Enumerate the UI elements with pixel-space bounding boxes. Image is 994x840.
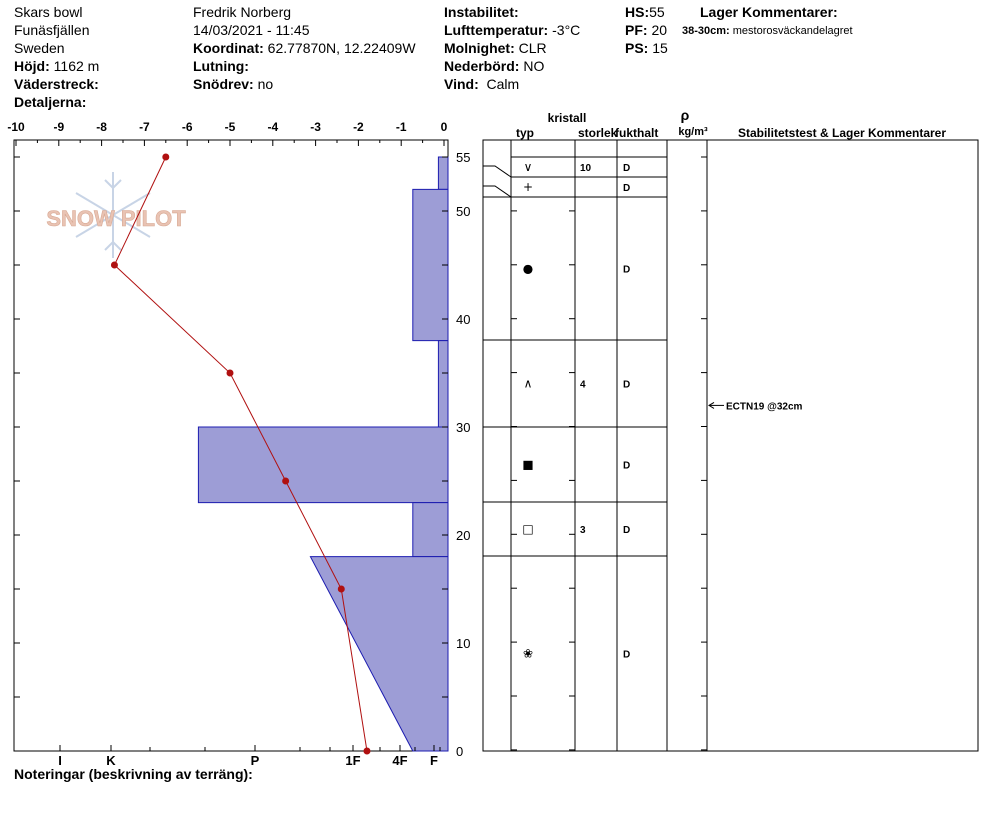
notes-label: Noteringar (beskrivning av terräng): bbox=[14, 766, 253, 782]
layer-connector bbox=[483, 166, 511, 177]
temp-tick-label: -10 bbox=[7, 120, 25, 134]
header-size: storlek bbox=[578, 126, 618, 140]
height-tick-label: 0 bbox=[456, 744, 464, 759]
hardness-bar bbox=[413, 503, 448, 557]
temp-tick-label: -9 bbox=[53, 120, 65, 134]
coordinates: Koordinat: 62.77870N, 12.22409W bbox=[193, 40, 416, 56]
header-density-unit: kg/m³ bbox=[678, 126, 708, 138]
hardness-tick-label: I bbox=[58, 753, 62, 768]
layer-comments-title: Lager Kommentarer: bbox=[700, 4, 838, 20]
layer-table bbox=[483, 140, 978, 751]
layer-grain-type: ❀ bbox=[522, 646, 534, 661]
temperature-point bbox=[363, 748, 370, 755]
observer: Fredrik Norberg bbox=[193, 4, 292, 20]
temperature-point bbox=[227, 370, 234, 377]
layer-grain-type: + bbox=[522, 180, 534, 194]
layer-moisture: D bbox=[623, 525, 631, 536]
layer-grain-type: ∧ bbox=[523, 376, 533, 391]
temperature-point bbox=[162, 154, 169, 161]
layer-comment: 38-30cm: mestorosväckandelagret bbox=[682, 25, 853, 37]
layer-grain-type: ■ bbox=[522, 457, 534, 472]
temp-tick-label: -1 bbox=[395, 120, 407, 134]
sky-cover: Molnighet: CLR bbox=[444, 40, 547, 56]
temp-tick-label: 0 bbox=[440, 120, 448, 134]
instability: Instabilitet: bbox=[444, 4, 519, 20]
precipitation: Nederbörd: NO bbox=[444, 58, 545, 74]
location: Skars bowl bbox=[14, 4, 83, 20]
height-tick-label: 10 bbox=[456, 636, 471, 651]
ps: PS: 15 bbox=[625, 40, 668, 56]
snow-drift: Snödrev: no bbox=[193, 76, 274, 92]
layer-grain-size: 10 bbox=[580, 163, 592, 174]
layer-moisture: D bbox=[623, 183, 631, 194]
layer-connector bbox=[483, 186, 511, 197]
hardness-tick-label: K bbox=[106, 753, 116, 768]
layer-moisture: D bbox=[623, 649, 631, 661]
hardness-bar bbox=[438, 157, 448, 189]
watermark-text: SNOW PILOT bbox=[46, 206, 186, 231]
layer-moisture: D bbox=[623, 460, 631, 472]
layer-grain-size: 4 bbox=[580, 379, 586, 391]
layer-grain-type: ● bbox=[522, 261, 534, 276]
header-type: typ bbox=[516, 126, 534, 140]
height-tick-label: 30 bbox=[456, 420, 471, 435]
aspect: Väderstreck: bbox=[14, 76, 99, 92]
country: Sweden bbox=[14, 40, 65, 56]
hardness-tick-label: 1F bbox=[345, 753, 361, 768]
temp-tick-label: -4 bbox=[267, 120, 279, 134]
height-tick-label: 55 bbox=[456, 150, 471, 165]
height-tick-label: 40 bbox=[456, 312, 471, 327]
region: Funäsfjällen bbox=[14, 22, 90, 38]
layer-moisture: D bbox=[623, 264, 631, 276]
details: Detaljerna: bbox=[14, 94, 87, 110]
header-comments: Stabilitetstest & Lager Kommentarer bbox=[737, 126, 947, 140]
hardness-tick-label: P bbox=[250, 753, 260, 768]
hardness-tick-label: F bbox=[430, 753, 438, 768]
elevation: Höjd: 1162 m bbox=[14, 58, 100, 74]
datetime: 14/03/2021 - 11:45 bbox=[193, 22, 310, 38]
test-result-label: ECTN19 @32cm bbox=[726, 401, 803, 413]
temp-tick-label: -2 bbox=[353, 120, 364, 134]
header-moisture: fukthalt bbox=[615, 126, 659, 140]
header-density-symbol: ρ bbox=[680, 107, 690, 123]
height-tick-label: 20 bbox=[456, 528, 471, 543]
header-crystal: kristall bbox=[547, 111, 587, 125]
layer-grain-type: □ bbox=[522, 522, 534, 536]
height-tick-label: 50 bbox=[456, 204, 471, 219]
temp-tick-label: -5 bbox=[224, 120, 236, 134]
hs: HS:55 bbox=[625, 4, 665, 20]
pf: PF: 20 bbox=[625, 22, 668, 38]
temperature-point bbox=[282, 478, 289, 485]
temp-tick-label: -3 bbox=[310, 120, 321, 134]
temperature-point bbox=[111, 262, 118, 269]
temp-tick-label: -7 bbox=[139, 120, 150, 134]
hardness-bar bbox=[310, 557, 448, 751]
snowpilot-watermark bbox=[46, 172, 186, 258]
layer-grain-type: ∨ bbox=[523, 160, 533, 174]
air-temperature: Lufttemperatur: -3°C bbox=[444, 22, 581, 38]
layer-moisture: D bbox=[623, 163, 631, 174]
hardness-tick-label: 4F bbox=[392, 753, 408, 768]
layer-moisture: D bbox=[623, 379, 631, 391]
temp-tick-label: -8 bbox=[96, 120, 107, 134]
temperature-point bbox=[338, 586, 345, 593]
wind: Vind: Calm bbox=[444, 76, 520, 92]
temp-tick-label: -6 bbox=[181, 120, 193, 134]
layer-grain-size: 3 bbox=[580, 525, 586, 536]
hardness-bar bbox=[198, 427, 448, 503]
slope: Lutning: bbox=[193, 58, 249, 74]
hardness-bar bbox=[438, 341, 448, 427]
